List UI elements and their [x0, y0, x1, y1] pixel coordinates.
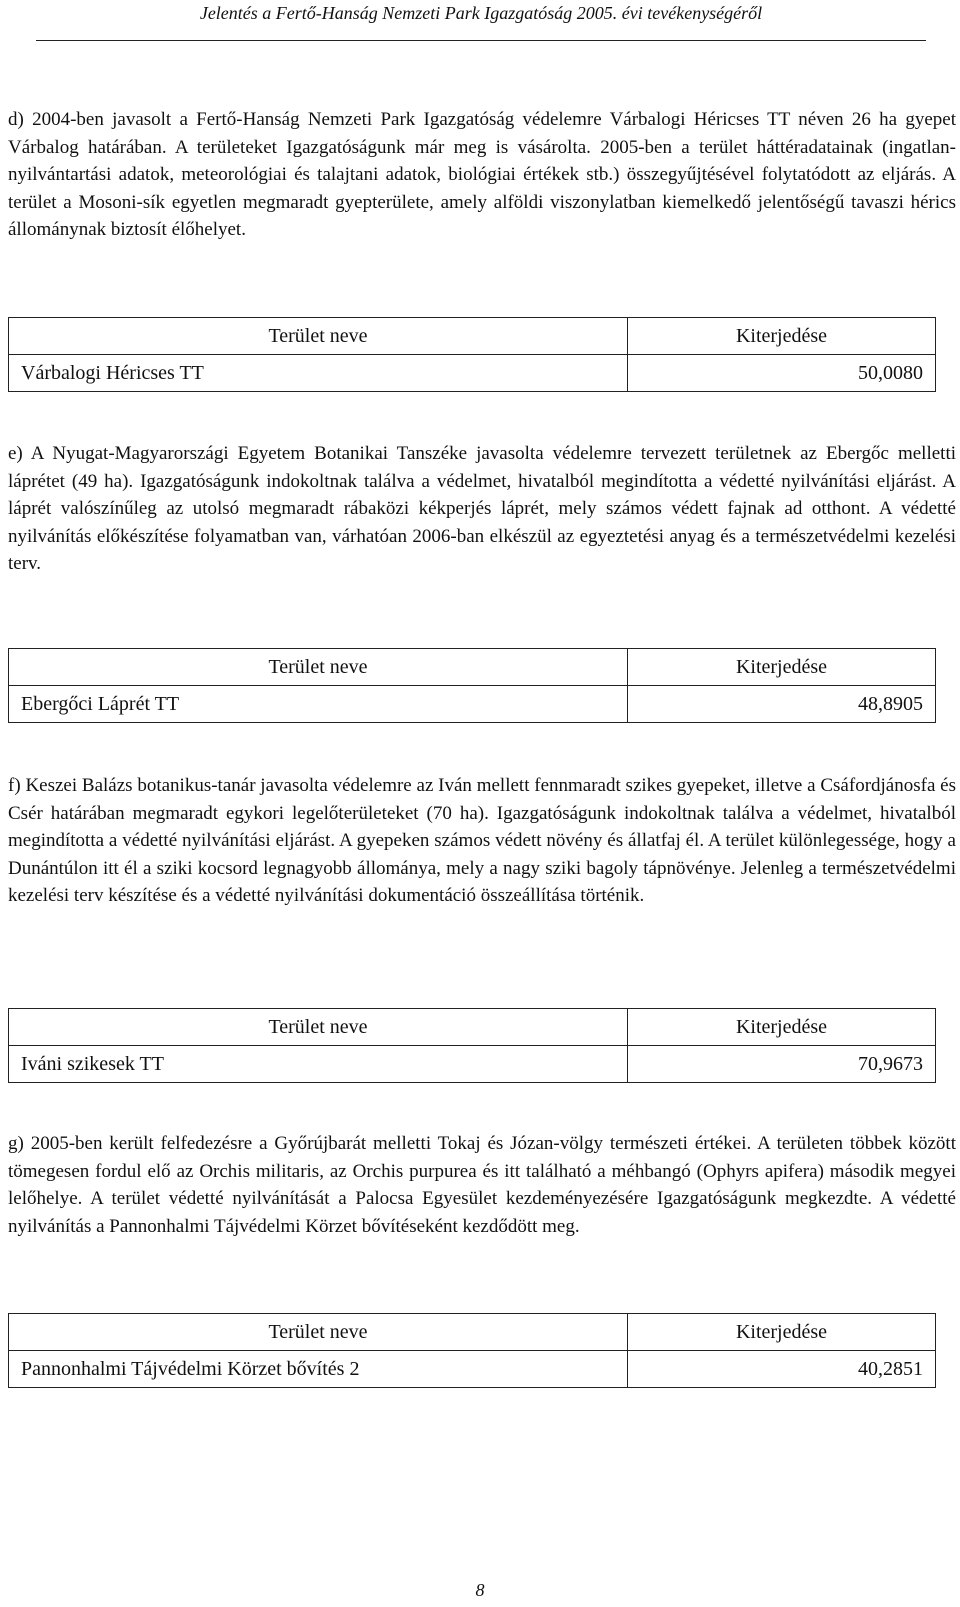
paragraph-f: f) Keszei Balázs botanikus-tanár javasolta védelemre az Iván mellett fennmaradt szikes gyepeket, illetve a Csáfordjánosfa és Csér határában megmaradt egykori legelőterületeket (70 ha). Igazgatóságunk indokoltnak találva a védelmet, hivatalból megindította a védetté nyilvánítási eljárást. A gyepeken számos védett növény és állatfaj él. A terület különlegessége, hogy a Dunántúlon itt él a sziki kocsord legnagyobb állománya, mely a nagy sziki bagoly tápnövénye. Jelenleg a természetvédelmi kezelési terv készítése és a védetté nyilvánítási dokumentáció összeállítása történik. — [8, 775, 956, 907]
table-row — [9, 1046, 936, 1083]
col-header-name: Terület neve — [9, 1314, 628, 1351]
table-header-row — [9, 1314, 936, 1351]
col-header-size: Kiterjedése — [628, 1009, 936, 1046]
col-header-name: Terület neve — [9, 1009, 628, 1046]
col-header-size: Kiterjedése — [628, 318, 936, 355]
paragraph-e: e) A Nyugat-Magyarországi Egyetem Botanikai Tanszéke javasolta védelemre tervezett területnek az Ebergőc melletti láprétet (49 ha). Igazgatóságunk indokoltnak találva a védelmet, hivatalból megindította a védetté nyilvánítási eljárást. A láprét valószínűleg az utolsó megmaradt rábaközi kékperjés láprét, mely számos védett fajnak ad otthont. A védetté nyilvánítás előkészítése folyamatban van, várhatóan 2006-ban elkészül az egyeztetési anyag és a természetvédelmi kezelési terv. — [8, 443, 956, 575]
area-table-d — [8, 317, 936, 392]
table-row — [9, 355, 936, 392]
table-header-row — [9, 1009, 936, 1046]
area-size: 40,2851 — [628, 1351, 936, 1388]
col-header-size: Kiterjedése — [628, 649, 936, 686]
page-number: 8 — [475, 1580, 485, 1600]
area-table-f — [8, 1008, 936, 1083]
section-e — [8, 440, 956, 578]
area-size: 48,8905 — [628, 686, 936, 723]
paragraph-d: d) 2004-ben javasolt a Fertő-Hanság Nemzeti Park Igazgatóság védelemre Várbalogi Héricses TT néven 26 ha gyepet Várbalog határában. A területeket Igazgatóságunk már meg is vásárolta. 2005-ben a terület háttéradatainak (ingatlan-nyilvántartási adatok, meteorológiai és talajtani adatok, biológiai értékek stb.) összegyűjtésével folytatódott az eljárás. A terület a Mosoni-sík egyetlen megmaradt gyepterülete, amely alföldi viszonylatban kiemelkedő jelentőségű tavaszi hérics állománynak biztosít élőhelyet. — [8, 109, 956, 241]
table-header-row — [9, 649, 936, 686]
running-header — [36, 0, 926, 41]
col-header-name: Terület neve — [9, 318, 628, 355]
table-row — [9, 1351, 936, 1388]
area-size: 50,0080 — [628, 355, 936, 392]
area-size: 70,9673 — [628, 1046, 936, 1083]
col-header-name: Terület neve — [9, 649, 628, 686]
area-name: Pannonhalmi Tájvédelmi Körzet bővítés 2 — [9, 1351, 628, 1388]
paragraph-g: g) 2005-ben került felfedezésre a Győrújbarát melletti Tokaj és Józan-völgy természeti értékei. A területen többek között tömegesen fordul elő az Orchis militaris, az Orchis purpurea és itt található a méhbangó (Ophyrs apifera) második megyei lelőhelye. A terület védetté nyilvánítását a Palocsa Egyesület kezdeményezésére Igazgatóságunk megkezdte. A védetté nyilvánítás a Pannonhalmi Tájvédelmi Körzet bővítéseként kezdődött meg. — [8, 1133, 956, 1237]
area-name: Várbalogi Héricses TT — [9, 355, 628, 392]
header-title: Jelentés a Fertő-Hanság Nemzeti Park Igazgatóság 2005. évi tevékenységéről — [199, 3, 763, 23]
section-d — [8, 106, 956, 244]
area-name: Iváni szikesek TT — [9, 1046, 628, 1083]
area-table-e — [8, 648, 936, 723]
col-header-size: Kiterjedése — [628, 1314, 936, 1351]
area-name: Ebergőci Láprét TT — [9, 686, 628, 723]
section-f — [8, 772, 956, 910]
table-row — [9, 686, 936, 723]
section-g — [8, 1130, 956, 1240]
area-table-g — [8, 1313, 936, 1388]
table-header-row — [9, 318, 936, 355]
